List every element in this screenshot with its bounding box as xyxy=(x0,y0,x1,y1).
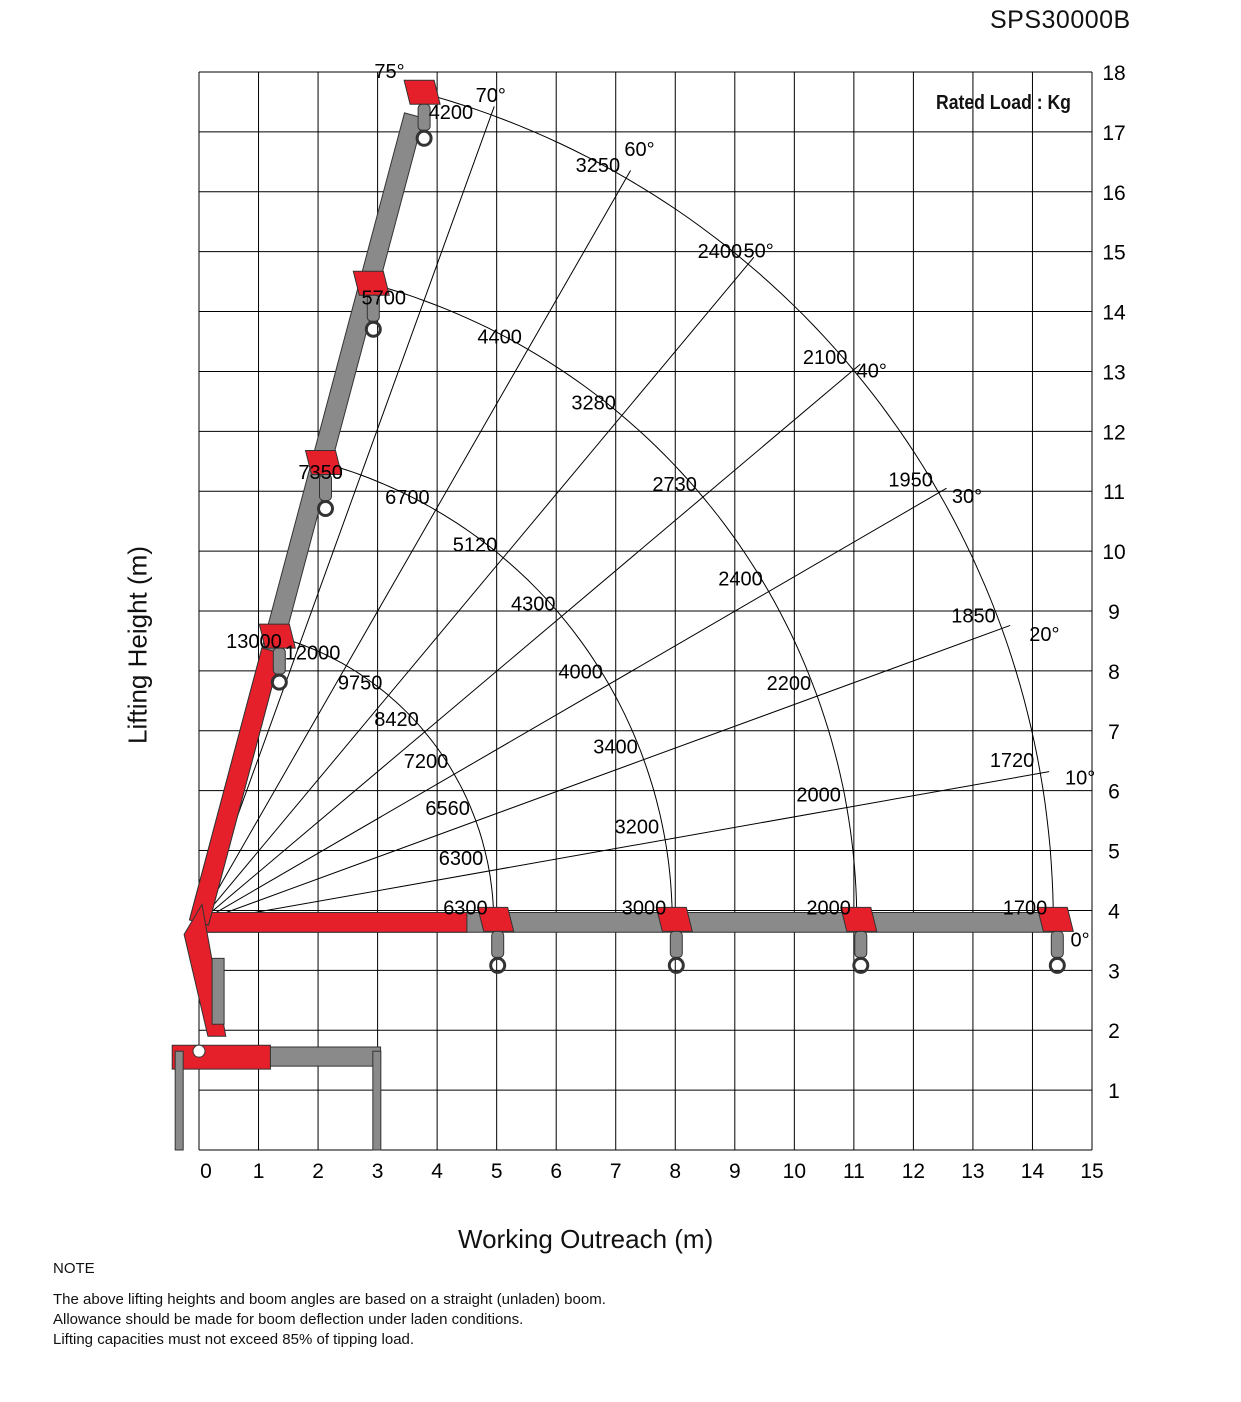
angle-label: 10° xyxy=(1064,767,1096,790)
base-beam xyxy=(270,1047,380,1066)
angle-label: 60° xyxy=(624,138,655,161)
y-tick-label: 1 xyxy=(1108,1080,1120,1104)
load-label: 4400 xyxy=(477,326,522,349)
x-tick-label: 4 xyxy=(431,1160,443,1183)
hook-block xyxy=(492,931,504,957)
x-tick-label: 9 xyxy=(728,1160,741,1183)
y-tick-label: 9 xyxy=(1108,601,1120,624)
model-number: SPS30000B xyxy=(990,6,1131,34)
note-line: Lifting capacities must not exceed 85% of tipping load. xyxy=(53,1331,415,1348)
notes-heading: NOTE xyxy=(53,1260,95,1277)
load-label: 12000 xyxy=(284,642,341,665)
angle-ray xyxy=(199,170,631,922)
hook-block xyxy=(670,931,682,957)
hook-icon xyxy=(272,675,286,689)
angle-label: 0° xyxy=(1070,929,1090,952)
load-label: 2000 xyxy=(796,784,841,807)
load-label: 1950 xyxy=(888,469,933,492)
x-tick-label: 10 xyxy=(782,1160,807,1183)
load-label: 4000 xyxy=(558,661,603,684)
load-label: 1700 xyxy=(1002,897,1048,920)
y-tick-label: 14 xyxy=(1102,301,1126,325)
boom-section xyxy=(199,913,467,933)
hook-icon xyxy=(366,322,380,336)
angle-label: 75° xyxy=(374,60,405,83)
x-tick-label: 3 xyxy=(371,1160,384,1183)
x-tick-label: 1 xyxy=(252,1160,265,1183)
load-label: 1850 xyxy=(951,605,996,628)
load-label: 7200 xyxy=(403,751,449,774)
x-tick-label: 12 xyxy=(901,1160,926,1183)
angle-ray xyxy=(199,488,947,922)
y-tick-label: 7 xyxy=(1108,720,1120,744)
hook-block xyxy=(855,931,867,957)
stabilizer-leg-left xyxy=(175,1051,183,1150)
x-tick-label: 14 xyxy=(1020,1160,1045,1183)
slew-pivot-icon xyxy=(193,1045,205,1057)
y-tick-label: 15 xyxy=(1102,241,1126,265)
load-label: 5700 xyxy=(361,287,406,310)
angle-label: 70° xyxy=(475,84,506,107)
y-tick-label: 10 xyxy=(1102,541,1126,565)
load-label: 3000 xyxy=(621,897,667,920)
angle-label: 20° xyxy=(1029,623,1060,646)
boom-section xyxy=(190,648,281,925)
hook-icon xyxy=(319,502,333,516)
stabilizer-leg-right xyxy=(373,1051,381,1150)
load-label: 5120 xyxy=(452,534,498,557)
angle-label: 50° xyxy=(743,240,774,263)
load-label: 3280 xyxy=(571,392,616,415)
load-label: 13000 xyxy=(226,630,282,653)
load-label: 4200 xyxy=(428,101,474,124)
y-tick-label: 2 xyxy=(1108,1020,1120,1044)
load-label: 6300 xyxy=(443,897,488,920)
load-label: 1720 xyxy=(989,750,1035,773)
y-tick-label: 18 xyxy=(1102,62,1126,85)
load-label: 4300 xyxy=(511,593,556,616)
note-line: The above lifting heights and boom angles are based on a straight (unladen) boom. xyxy=(53,1291,606,1308)
x-tick-label: 8 xyxy=(669,1160,682,1183)
load-label: 2200 xyxy=(766,673,812,696)
boom-head-block xyxy=(404,80,440,104)
load-label: 6300 xyxy=(438,847,484,870)
load-label: 3400 xyxy=(593,736,638,759)
load-label: 2100 xyxy=(802,347,848,370)
load-label: 2730 xyxy=(652,474,697,497)
x-tick-label: 6 xyxy=(550,1160,563,1183)
load-arc xyxy=(369,283,857,922)
load-label: 6700 xyxy=(385,487,430,510)
y-tick-label: 8 xyxy=(1108,660,1120,684)
x-tick-label: 0 xyxy=(200,1160,212,1183)
angle-label: 30° xyxy=(951,486,983,509)
x-tick-label: 5 xyxy=(490,1160,503,1183)
y-tick-label: 12 xyxy=(1102,421,1126,445)
y-tick-label: 13 xyxy=(1102,361,1126,385)
x-axis-label: Working Outreach (m) xyxy=(458,1224,714,1254)
load-arc xyxy=(275,636,493,922)
y-tick-label: 5 xyxy=(1108,840,1120,864)
hook-block xyxy=(1051,931,1063,957)
y-tick-label: 4 xyxy=(1108,900,1120,924)
load-label: 3250 xyxy=(575,155,621,178)
y-tick-label: 3 xyxy=(1108,960,1120,984)
x-tick-label: 11 xyxy=(842,1160,865,1183)
base-plate xyxy=(172,1045,270,1069)
angle-ray xyxy=(199,625,1010,922)
load-label: 2400 xyxy=(697,241,743,264)
load-label: 2000 xyxy=(806,897,851,920)
y-tick-label: 17 xyxy=(1102,121,1126,145)
lift-cylinder xyxy=(212,958,224,1024)
x-tick-label: 2 xyxy=(312,1160,324,1183)
note-line: Allowance should be made for boom deflection under laden conditions. xyxy=(53,1311,524,1328)
rated-load-legend: Rated Load : Kg xyxy=(936,92,1071,114)
load-label: 6560 xyxy=(425,798,470,821)
load-label: 2400 xyxy=(718,568,763,591)
x-tick-label: 13 xyxy=(961,1160,985,1183)
y-axis-label: Lifting Height (m) xyxy=(122,546,153,744)
y-tick-label: 6 xyxy=(1108,780,1120,804)
hook-icon xyxy=(417,131,431,145)
crane-base xyxy=(172,904,381,1150)
notes-block xyxy=(53,1259,606,1350)
load-label: 9750 xyxy=(337,672,383,695)
y-tick-label: 11 xyxy=(1103,481,1125,505)
load-label: 3200 xyxy=(614,816,660,839)
angle-label: 40° xyxy=(856,360,887,383)
y-tick-label: 16 xyxy=(1102,181,1126,205)
x-tick-label: 15 xyxy=(1080,1160,1104,1183)
x-tick-label: 7 xyxy=(609,1160,622,1183)
load-label: 7350 xyxy=(298,462,343,485)
load-label: 8420 xyxy=(374,708,419,731)
